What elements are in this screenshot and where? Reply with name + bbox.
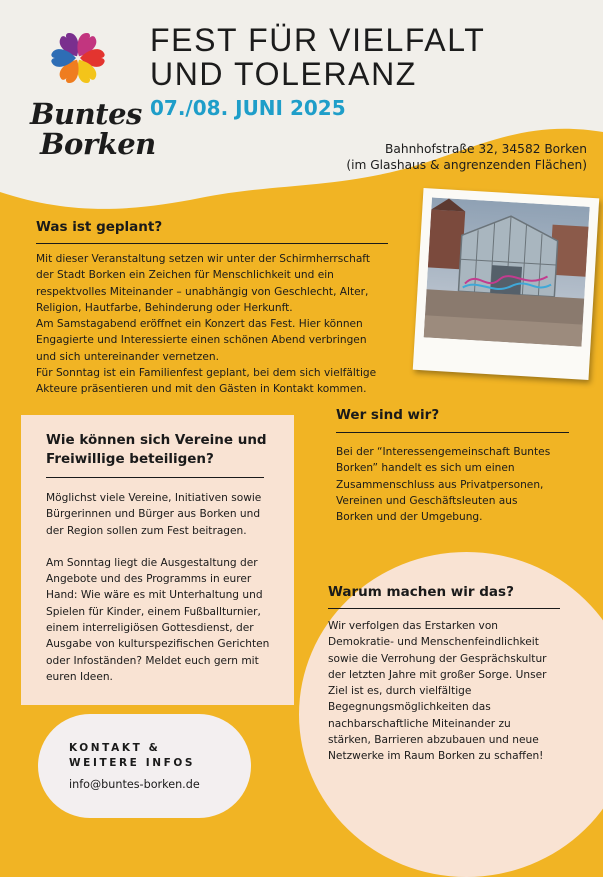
join-line: Ausgabe von kulturspezifischen Gerichten bbox=[46, 638, 270, 651]
why-line: Demokratie- und Menschenfeindlichkeit bbox=[328, 636, 539, 649]
why-line: sowie die Verrohung der Gesprächskultur bbox=[328, 652, 547, 665]
who-line: Bei der “Interessengemeinschaft Buntes bbox=[336, 446, 551, 458]
why-line: Ziel ist es, durch vielfältige bbox=[328, 685, 472, 698]
who-line: Vereinen und Geschäftsleuten aus bbox=[336, 494, 518, 507]
plan-line: und sich untereinander vernetzen. bbox=[36, 350, 219, 363]
why-line: Begegnungsmöglichkeiten das bbox=[328, 701, 491, 714]
join-line: euren Ideen. bbox=[46, 670, 113, 683]
section-join-heading-line1: Wie können sich Vereine und bbox=[46, 432, 267, 448]
divider bbox=[36, 243, 388, 244]
contact-label-line2: WEITERE INFOS bbox=[69, 757, 196, 769]
logo bbox=[20, 18, 156, 168]
contact-label-line1: KONTAKT & bbox=[69, 742, 161, 754]
plan-line: respektvolles Miteinander – unabhängig von Geschlecht, Alter, bbox=[36, 285, 369, 298]
page-title-line2: UND TOLERANZ bbox=[150, 56, 417, 92]
why-line: Wir verfolgen das Erstarken von bbox=[328, 620, 499, 632]
who-line: Borken” handelt es sich um einen bbox=[336, 462, 515, 475]
join-line: Hand: Wie wäre es mit Unterhaltung und bbox=[46, 589, 263, 602]
why-line: der letzten Jahre mit großer Sorge. Unser bbox=[328, 668, 547, 681]
event-address bbox=[267, 141, 587, 173]
address-line2: (im Glashaus & angrenzenden Flächen) bbox=[346, 158, 587, 172]
contact-label bbox=[69, 741, 195, 771]
page-title-line1: FEST FÜR VIELFALT bbox=[150, 22, 486, 58]
why-line: Netzwerke im Raum Borken zu schaffen! bbox=[328, 750, 544, 763]
divider bbox=[336, 432, 569, 433]
section-plan bbox=[36, 218, 396, 398]
plan-line: Religion, Hautfarbe, Behinderung oder Herkunft. bbox=[36, 301, 293, 314]
plan-line: der Stadt Borken ein Zeichen für Menschlichkeit und ein bbox=[36, 269, 334, 282]
section-plan-heading: Was ist geplant? bbox=[36, 219, 163, 235]
section-why-heading: Warum machen wir das? bbox=[328, 584, 514, 600]
logo-word-line1: Buntes bbox=[30, 97, 142, 131]
glasshouse-photo bbox=[413, 188, 599, 380]
section-who-heading: Wer sind wir? bbox=[336, 407, 440, 423]
divider bbox=[328, 608, 560, 609]
join-line: Angebote und des Programms in eurer bbox=[46, 573, 252, 586]
glasshouse-image bbox=[424, 197, 590, 346]
section-join bbox=[46, 431, 286, 685]
plan-line: Für Sonntag ist ein Familienfest geplant, bei dem sich vielfältige bbox=[36, 367, 377, 380]
why-line: nachbarschaftliche Miteinander zu bbox=[328, 717, 511, 730]
join-line: Am Sonntag liegt die Ausgestaltung der bbox=[46, 556, 258, 569]
who-line: Borken und der Umgebung. bbox=[336, 511, 483, 524]
join-line: der Region sollen zum Fest beitragen. bbox=[46, 524, 247, 537]
join-line: Spielen für Kinder, einem Fußballturnier, bbox=[46, 605, 261, 618]
join-line: Bürgerinnen und Bürger aus Borken und bbox=[46, 508, 261, 521]
join-line: Möglichst viele Vereine, Initiativen sowie bbox=[46, 492, 262, 504]
join-line: oder Infoständen? Meldet euch gern mit bbox=[46, 654, 259, 667]
event-date: 07./08. JUNI 2025 bbox=[150, 96, 346, 120]
contact-box bbox=[38, 714, 251, 818]
plan-line: Engagierte und Interessierte einen schönen Abend verbringen bbox=[36, 334, 367, 347]
plan-line: Am Samstagabend eröffnet ein Konzert das Fest. Hier können bbox=[36, 318, 363, 331]
contact-email-link[interactable]: info@buntes-borken.de bbox=[69, 778, 200, 791]
join-line: einem interreligiösen Gottesdienst, der bbox=[46, 622, 254, 635]
logo-word-line2: Borken bbox=[40, 127, 156, 161]
card-participation bbox=[21, 415, 294, 705]
plan-line: Mit dieser Veranstaltung setzen wir unter der Schirmherrschaft bbox=[36, 253, 371, 265]
section-who bbox=[336, 406, 572, 525]
address-line1: Bahnhofstraße 32, 34582 Borken bbox=[385, 142, 587, 156]
who-line: Zusammenschluss aus Privatpersonen, bbox=[336, 478, 544, 491]
section-why bbox=[328, 583, 560, 765]
plan-line: Akteure präsentieren und mit den Gästen in Kontakt kommen. bbox=[36, 383, 367, 396]
why-line: stärken, Barrieren abzubauen und neue bbox=[328, 734, 539, 747]
section-join-heading-line2: Freiwillige beteiligen? bbox=[46, 451, 214, 467]
rainbow-hearts-icon bbox=[38, 18, 118, 98]
divider bbox=[46, 477, 264, 478]
